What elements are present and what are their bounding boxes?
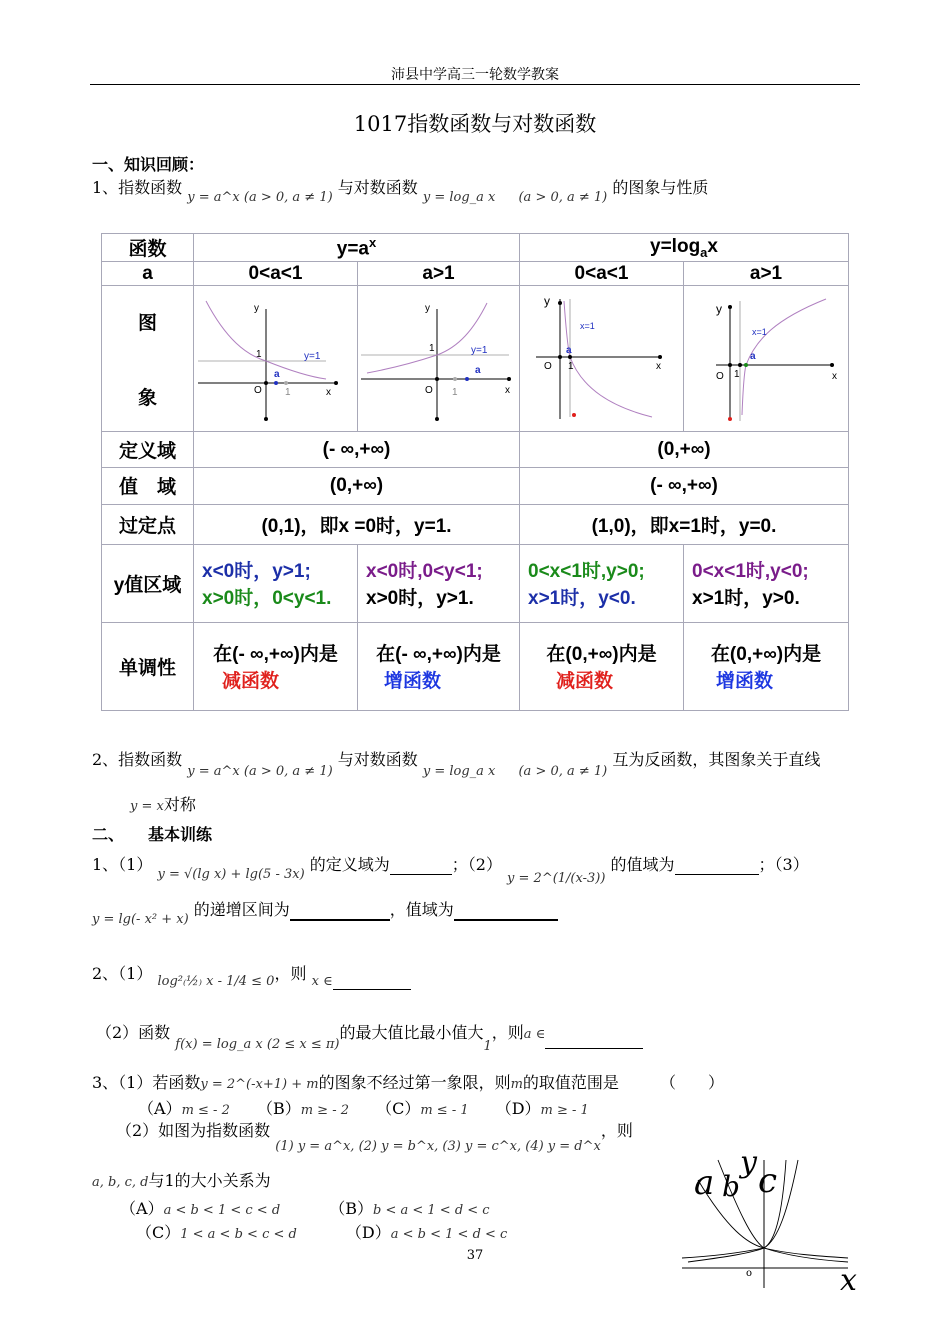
- page-number: 37: [466, 1248, 484, 1263]
- svg-text:a: a: [474, 364, 481, 376]
- q3-options-1: [138, 1096, 589, 1119]
- q2-formula-4: 1: [483, 1039, 492, 1054]
- svg-text:x: x: [504, 384, 510, 396]
- svg-text:a: a: [750, 350, 756, 362]
- page-title: 1017指数函数与对数函数: [353, 112, 597, 136]
- q1-text-1: 的定义域为: [309, 855, 390, 874]
- svg-text:y: y: [716, 301, 722, 316]
- th-function: 函数: [102, 234, 194, 262]
- fixed-point-exp: (0,1)，即x =0时，y=1.: [194, 504, 520, 544]
- fixed-point-log: (1,0)，即x=1时，y=0.: [520, 504, 849, 544]
- q3-part-2: [116, 1118, 633, 1154]
- svg-text:y: y: [424, 302, 430, 314]
- y-range-4: 0<x<1时,y<0; x>1时，y>0.: [684, 544, 849, 622]
- svg-text:O: O: [543, 360, 552, 372]
- svg-text:x: x: [325, 386, 331, 398]
- q3-formula-3: (1) y = a^x, (2) y = b^x, (3) y = c^x, (4) y = d^x: [275, 1139, 601, 1154]
- svg-text:1: 1: [428, 342, 435, 354]
- q1-text-4: ，值域为: [389, 900, 454, 919]
- q3-choice-c-formula: 1 < a < b < c < d: [180, 1227, 297, 1242]
- q1-formula-1: y = √(lg x) + lg(5 - 3x): [157, 867, 305, 882]
- th-a2: a>1: [358, 262, 520, 286]
- domain-label: 定义域: [102, 432, 194, 468]
- q3-formula-1: y = 2^(-x+1) + m: [200, 1077, 319, 1092]
- item-1-prefix: 1、指数函数: [92, 178, 183, 197]
- th-a: a: [102, 262, 194, 286]
- svg-text:x: x: [832, 370, 837, 382]
- th-exp: $y=a^x$: [194, 234, 520, 262]
- item-1-formula-exp: y = a^x (a > 0, a ≠ 1): [187, 190, 333, 205]
- q2-formula-5: a ∈: [523, 1027, 546, 1042]
- q3-choice-d: （D）: [345, 1223, 391, 1242]
- range-exp: (0,+∞): [194, 468, 520, 504]
- graph-label: 图 象: [102, 286, 194, 432]
- q3-choice-c: （C）: [136, 1223, 181, 1242]
- monotonic-1: 在(- ∞,+∞)内是 减函数: [194, 622, 358, 710]
- item-2-mid: 与对数函数: [337, 750, 418, 769]
- svg-text:x: x: [655, 360, 661, 372]
- domain-log: (0,+∞): [520, 432, 849, 468]
- q3-option-d: （D）: [495, 1099, 541, 1118]
- q3-text-2: 的取值范围是: [522, 1073, 619, 1092]
- svg-text:y: y: [543, 293, 550, 308]
- th-a4: a>1: [684, 262, 849, 286]
- y-range-2: x<0时,0<y<1; x>0时，y>1.: [358, 544, 520, 622]
- item-2-prefix: 2、指数函数: [92, 750, 183, 769]
- q1-text-2: 的值域为: [610, 855, 675, 874]
- q3-text-1: 的图象不经过第一象限，则: [318, 1073, 511, 1092]
- fig-label-x: x: [840, 1263, 857, 1298]
- item-2-line2: [130, 792, 196, 815]
- section-2-heading: 二、 基本训练: [92, 825, 213, 844]
- item-1-cond: (a > 0, a ≠ 1): [518, 190, 608, 205]
- graph-log-decreasing: [520, 286, 684, 432]
- fig-label-y: y: [740, 1145, 757, 1180]
- range-log: (- ∞,+∞): [520, 468, 849, 504]
- q1-formula-3: y = lg(- x² + x): [92, 912, 189, 927]
- svg-text:1: 1: [734, 368, 740, 380]
- y-range-label: y值区域: [102, 544, 194, 622]
- th-a3: 0<a<1: [520, 262, 684, 286]
- q1-blank-4[interactable]: [454, 900, 558, 921]
- fig-label-c: c: [758, 1161, 778, 1201]
- q3-text-3: ，则: [600, 1121, 633, 1140]
- item-2-cond: (a > 0, a ≠ 1): [518, 764, 608, 779]
- q1-blank-2[interactable]: [675, 855, 759, 875]
- q3-prefix-2: （2）如图为指数函数: [116, 1121, 271, 1140]
- q3-option-c: （C）: [376, 1099, 421, 1118]
- q2-formula-1: log²₍½₎ x - 1/4 ≤ 0: [157, 974, 275, 989]
- q3-choice-a: （A）: [120, 1199, 164, 1218]
- fig-label-b: b: [722, 1170, 740, 1203]
- monotonic-2: 在(- ∞,+∞)内是 增函数: [358, 622, 520, 710]
- domain-exp: (- ∞,+∞): [194, 432, 520, 468]
- th-a1: 0<a<1: [194, 262, 358, 286]
- q2-text-2: 的最大值比最小值大: [339, 1023, 484, 1042]
- th-log: $y=\log_ax$: [520, 234, 849, 262]
- q3-option-c-formula: m ≤ - 1: [420, 1103, 469, 1118]
- graph-exp-increasing: [358, 286, 520, 432]
- svg-text:O: O: [716, 370, 724, 382]
- q2-prefix-2: （2）函数: [96, 1023, 171, 1042]
- item-2-line-formula: y = x: [130, 799, 164, 814]
- item-1-formula-log: y = log_a x: [422, 190, 496, 205]
- q3-answer-paren: （ ）: [660, 1073, 725, 1092]
- svg-text:1: 1: [451, 386, 458, 398]
- svg-text:x=1: x=1: [752, 326, 767, 337]
- monotonic-label: 单调性: [102, 622, 194, 710]
- q3-formula-2: m: [510, 1077, 523, 1092]
- q2-formula-2: x ∈: [311, 974, 333, 989]
- svg-text:1: 1: [255, 348, 262, 360]
- exponential-curves-figure: [678, 1140, 868, 1300]
- item-2-line-text: 对称: [163, 795, 196, 814]
- item-2-formula-exp: y = a^x (a > 0, a ≠ 1): [187, 764, 333, 779]
- q3-option-d-formula: m ≥ - 1: [540, 1103, 589, 1118]
- q3-choice-b: （B）: [329, 1199, 373, 1218]
- svg-text:a: a: [565, 344, 572, 356]
- q2-text-3: ，则: [491, 1023, 524, 1042]
- question-1: [92, 852, 809, 886]
- q3-part-2-line2: [92, 1168, 271, 1191]
- item-1-mid: 与对数函数: [337, 178, 418, 197]
- graph-log-increasing: [684, 286, 849, 432]
- item-2-formula-log: y = log_a x: [422, 764, 496, 779]
- q1-sep-2: ；（3）: [758, 855, 809, 874]
- q3-prefix: 3、（1）若函数: [92, 1073, 201, 1092]
- section-1-heading: 一、知识回顾：: [92, 155, 205, 174]
- q1-sep-1: ；（2）: [451, 855, 502, 874]
- graph-exp-decreasing: [194, 286, 358, 432]
- svg-text:1: 1: [567, 360, 574, 372]
- fixed-point-label: 过定点: [102, 504, 194, 544]
- header-rule: [90, 84, 860, 85]
- monotonic-3: 在(0,+∞)内是 减函数: [520, 622, 684, 710]
- q3-formula-4: a, b, c, d: [92, 1175, 149, 1190]
- svg-text:y=1: y=1: [303, 350, 320, 362]
- svg-text:O: O: [253, 384, 262, 396]
- y-range-1: x<0时，y>1; x>0时，0<y<1.: [194, 544, 358, 622]
- q3-option-a: （A）: [138, 1099, 182, 1118]
- q3-text-4: 与1的大小关系为: [148, 1171, 271, 1190]
- q2-formula-3: f(x) = log_a x (2 ≤ x ≤ π): [175, 1037, 340, 1052]
- question-1-part-3: [92, 897, 558, 927]
- svg-text:y: y: [253, 302, 259, 314]
- q2-blank-2[interactable]: [545, 1029, 643, 1049]
- svg-text:x=1: x=1: [579, 320, 595, 331]
- item-1-suffix: 的图象与性质: [612, 178, 709, 197]
- q1-blank-3[interactable]: [290, 900, 390, 921]
- q1-text-3: 的递增区间为: [193, 900, 290, 919]
- page-header: 沛县中学高三一轮数学教案: [391, 67, 559, 83]
- svg-text:O: O: [424, 384, 433, 396]
- properties-table: [101, 233, 848, 711]
- question-2: [92, 961, 411, 989]
- q2-text-1: ，则: [274, 964, 307, 983]
- y-range-3: 0<x<1时,y>0; x>1时，y<0.: [520, 544, 684, 622]
- item-1: [92, 175, 709, 205]
- q3-choices-1: [120, 1196, 490, 1219]
- q3-choice-b-formula: b < a < 1 < d < c: [373, 1203, 490, 1218]
- monotonic-4: 在(0,+∞)内是 增函数: [684, 622, 849, 710]
- q1-formula-2: y = 2^(1/(x-3)): [507, 871, 606, 886]
- question-3: [92, 1070, 724, 1093]
- range-label: 值 域: [102, 468, 194, 504]
- svg-text:y=1: y=1: [470, 344, 487, 356]
- q3-option-b: （B）: [256, 1099, 301, 1118]
- q3-choice-a-formula: a < b < 1 < c < d: [163, 1203, 281, 1218]
- q1-blank-1[interactable]: [390, 855, 452, 875]
- item-2-suffix: 互为反函数，其图象关于直线: [612, 750, 821, 769]
- q2-blank-1[interactable]: [333, 970, 411, 990]
- q3-option-a-formula: m ≤ - 2: [181, 1103, 230, 1118]
- q3-option-b-formula: m ≥ - 2: [300, 1103, 349, 1118]
- q2-prefix: 2、（1）: [92, 964, 153, 983]
- q3-choices-2: [136, 1220, 507, 1243]
- q1-prefix: 1、（1）: [92, 855, 153, 874]
- fig-label-a: a: [694, 1163, 715, 1203]
- svg-text:a: a: [273, 368, 280, 380]
- q3-choice-d-formula: a < b < 1 < d < c: [390, 1227, 508, 1242]
- fig-label-o: o: [746, 1268, 753, 1279]
- svg-text:1: 1: [284, 386, 291, 398]
